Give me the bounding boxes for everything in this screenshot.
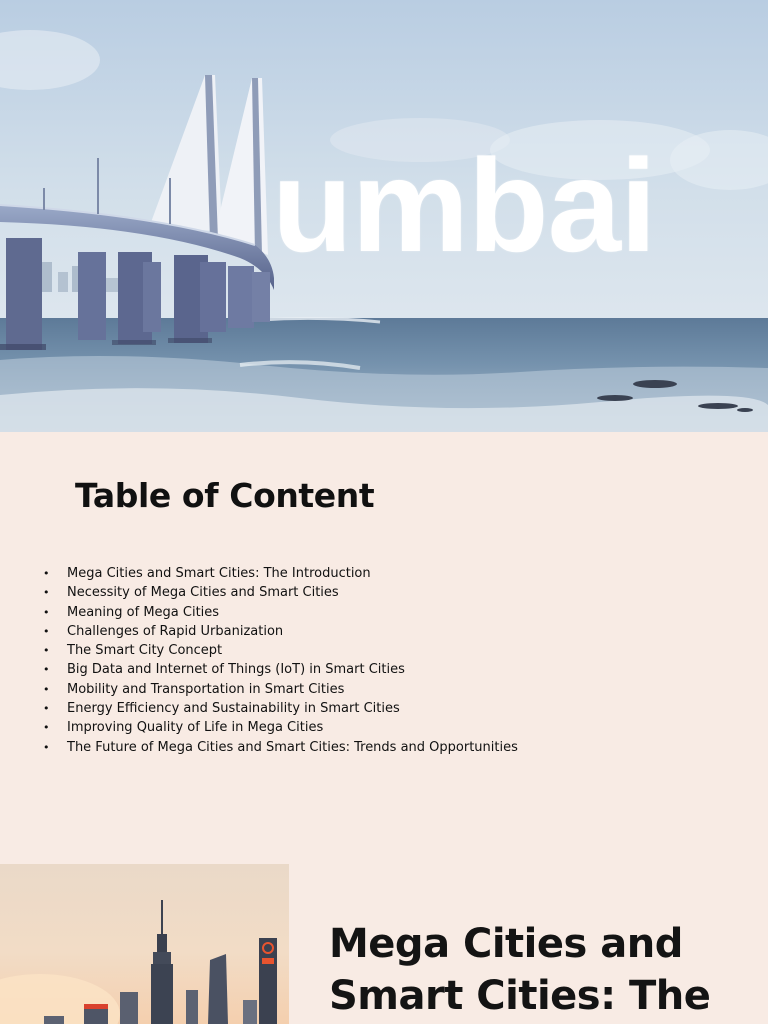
skyline-illustration <box>0 864 289 1024</box>
section-heading: Mega Cities and Smart Cities: The <box>329 921 711 1019</box>
toc-item-label: Improving Quality of Life in Mega Cities <box>67 720 324 736</box>
hero-city-word: umbai <box>272 132 656 279</box>
bullet-icon: • <box>43 740 50 754</box>
bullet-icon: • <box>43 567 50 580</box>
toc-item <box>0 583 740 602</box>
toc-item-label: Challenges of Rapid Urbanization <box>67 623 284 639</box>
bullet-icon: • <box>43 663 50 677</box>
bullet-icon: • <box>43 721 50 735</box>
toc-item <box>0 738 740 757</box>
toc-item-label: The Smart City Concept <box>67 643 223 659</box>
bullet-icon: • <box>43 644 50 658</box>
hero-image <box>0 0 768 432</box>
toc-item-label: The Future of Mega Cities and Smart Cities: Trends and Opportunities <box>67 739 518 755</box>
toc-item-label: Necessity of Mega Cities and Smart Cities <box>67 585 339 601</box>
toc-item-label: Mega Cities and Smart Cities: The Introduction <box>67 566 371 581</box>
toc-item <box>0 660 740 679</box>
toc-list <box>0 564 740 757</box>
toc-item <box>0 718 740 737</box>
toc-item-label: Mobility and Transportation in Smart Cities <box>67 681 345 697</box>
city-skyline-image <box>0 864 289 1024</box>
bullet-icon: • <box>43 586 50 600</box>
toc-title: Table of Content <box>75 476 375 515</box>
bullet-icon: • <box>43 605 50 619</box>
bullet-icon: • <box>43 624 50 638</box>
toc-item <box>0 680 740 699</box>
bullet-icon: • <box>43 682 50 696</box>
toc-item <box>0 699 740 718</box>
toc-item-label: Big Data and Internet of Things (IoT) in Smart Cities <box>67 662 405 678</box>
bullet-icon: • <box>43 702 50 716</box>
toc-item <box>0 603 740 622</box>
toc-item <box>0 564 740 583</box>
toc-item-label: Meaning of Mega Cities <box>67 604 220 620</box>
toc-item-label: Energy Efficiency and Sustainability in Smart Cities <box>67 701 400 717</box>
toc-item <box>0 622 740 641</box>
toc-item <box>0 641 740 660</box>
